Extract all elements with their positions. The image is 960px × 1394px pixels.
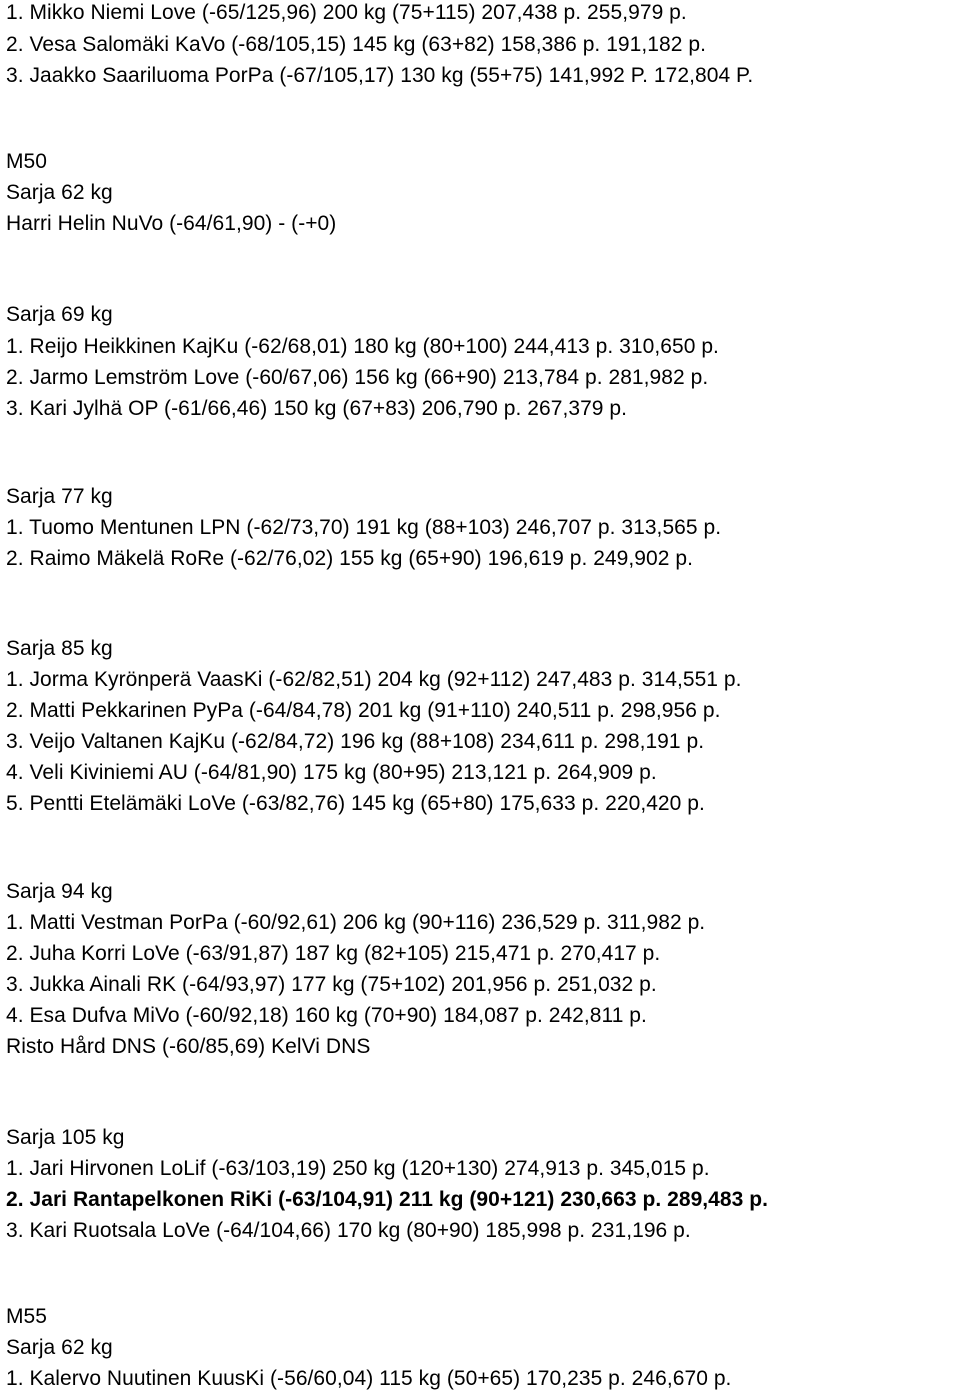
age-class-heading: M50 xyxy=(6,150,48,173)
result-line: 1. Reijo Heikkinen KajKu (-62/68,01) 180 kg (80+100) 244,413 p. 310,650 p. xyxy=(6,335,719,358)
result-line: 3. Jukka Ainali RK (-64/93,97) 177 kg (75+102) 201,956 p. 251,032 p. xyxy=(6,973,657,996)
weight-class-heading: Sarja 94 kg xyxy=(6,880,113,903)
result-line: 4. Veli Kiviniemi AU (-64/81,90) 175 kg (80+95) 213,121 p. 264,909 p. xyxy=(6,761,657,784)
result-line: 1. Mikko Niemi Love (-65/125,96) 200 kg (75+115) 207,438 p. 255,979 p. xyxy=(6,1,687,24)
result-line: 2. Jarmo Lemström Love (-60/67,06) 156 kg (66+90) 213,784 p. 281,982 p. xyxy=(6,366,709,389)
weight-class-heading: Sarja 69 kg xyxy=(6,303,113,326)
result-line: 4. Esa Dufva MiVo (-60/92,18) 160 kg (70+90) 184,087 p. 242,811 p. xyxy=(6,1004,647,1027)
result-line-highlighted: 2. Jari Rantapelkonen RiKi (-63/104,91) 211 kg (90+121) 230,663 p. 289,483 p. xyxy=(6,1188,769,1211)
result-line: 3. Veijo Valtanen KajKu (-62/84,72) 196 kg (88+108) 234,611 p. 298,191 p. xyxy=(6,730,705,753)
result-line: 2. Raimo Mäkelä RoRe (-62/76,02) 155 kg (65+90) 196,619 p. 249,902 p. xyxy=(6,547,693,570)
weight-class-heading: Sarja 85 kg xyxy=(6,637,113,660)
result-line: 3. Jaakko Saariluoma PorPa (-67/105,17) 130 kg (55+75) 141,992 P. 172,804 P. xyxy=(6,64,754,87)
result-line: Harri Helin NuVo (-64/61,90) - (-+0) xyxy=(6,212,337,235)
result-line: 1. Jari Hirvonen LoLif (-63/103,19) 250 kg (120+130) 274,913 p. 345,015 p. xyxy=(6,1157,710,1180)
result-line: 3. Kari Ruotsala LoVe (-64/104,66) 170 kg (80+90) 185,998 p. 231,196 p. xyxy=(6,1219,691,1242)
result-line: 1. Jorma Kyrönperä VaasKi (-62/82,51) 204 kg (92+112) 247,483 p. 314,551 p. xyxy=(6,668,742,691)
result-line: 1. Matti Vestman PorPa (-60/92,61) 206 kg (90+116) 236,529 p. 311,982 p. xyxy=(6,911,706,934)
result-line: 2. Matti Pekkarinen PyPa (-64/84,78) 201 kg (91+110) 240,511 p. 298,956 p. xyxy=(6,699,721,722)
result-line: Risto Hård DNS (-60/85,69) KelVi DNS xyxy=(6,1035,371,1058)
weight-class-heading: Sarja 62 kg xyxy=(6,1336,113,1359)
result-line: 1. Tuomo Mentunen LPN (-62/73,70) 191 kg (88+103) 246,707 p. 313,565 p. xyxy=(6,516,722,539)
result-line: 2. Juha Korri LoVe (-63/91,87) 187 kg (82+105) 215,471 p. 270,417 p. xyxy=(6,942,661,965)
result-line: 5. Pentti Etelämäki LoVe (-63/82,76) 145 kg (65+80) 175,633 p. 220,420 p. xyxy=(6,792,705,815)
age-class-heading: M55 xyxy=(6,1305,48,1328)
weight-class-heading: Sarja 105 kg xyxy=(6,1126,125,1149)
result-line: 1. Kalervo Nuutinen KuusKi (-56/60,04) 115 kg (50+65) 170,235 p. 246,670 p. xyxy=(6,1367,732,1390)
result-line: 2. Vesa Salomäki KaVo (-68/105,15) 145 kg (63+82) 158,386 p. 191,182 p. xyxy=(6,33,706,56)
weight-class-heading: Sarja 77 kg xyxy=(6,485,113,508)
weight-class-heading: Sarja 62 kg xyxy=(6,181,113,204)
result-line: 3. Kari Jylhä OP (-61/66,46) 150 kg (67+83) 206,790 p. 267,379 p. xyxy=(6,397,628,420)
